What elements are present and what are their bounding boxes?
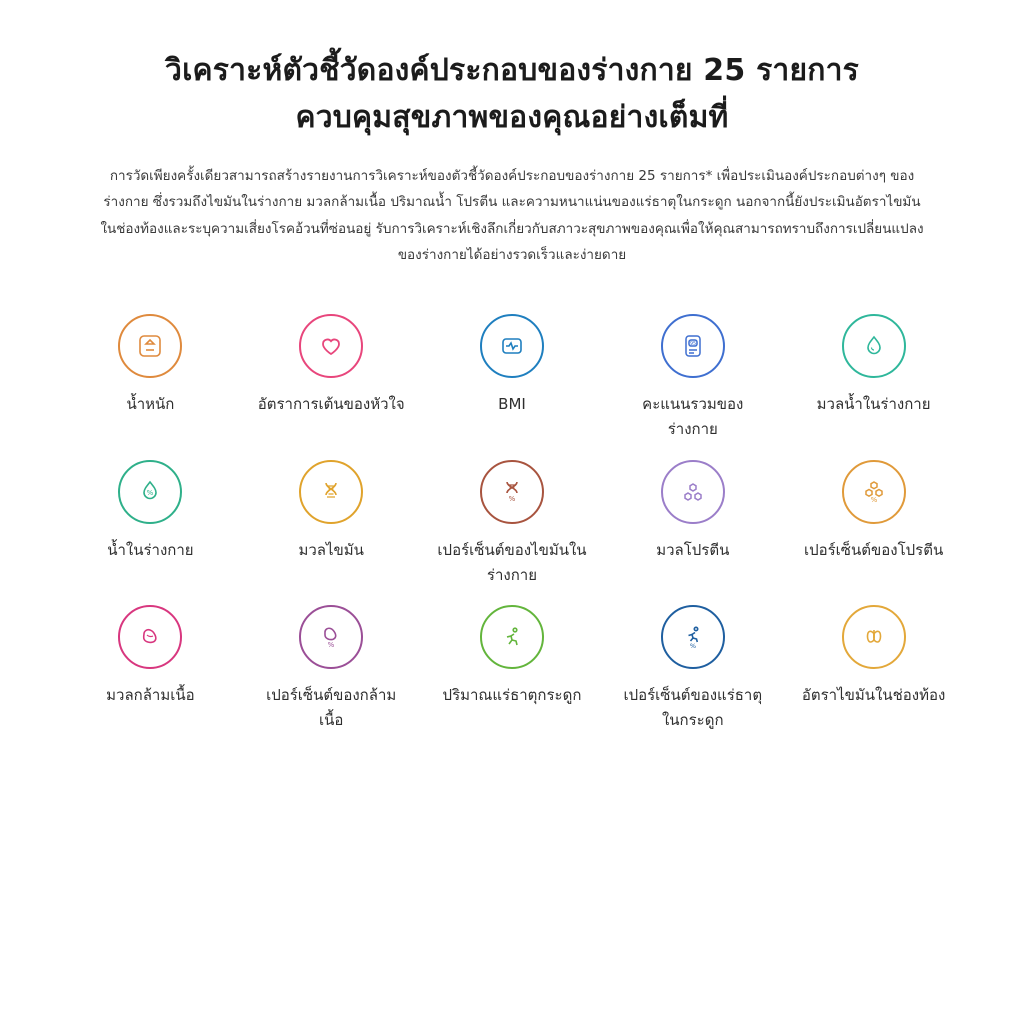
dna-icon: [316, 477, 346, 507]
muscle-icon: [135, 622, 165, 652]
intro-paragraph: การวัดเพียงครั้งเดียวสามารถสร้างรายงานการวิเคราะห์ของตัวชี้วัดองค์ประกอบของร่างกาย 25 รายการ* เพื่อประเมินองค์ประกอบต่างๆ ของร่างกาย ซึ่งรวมถึงไขมันในร่างกาย มวลกล้ามเนื้อ ปริมาณน้ำ โปรตีน และความหนาแน่นของแร่ธาตุในกระดูก นอกจากนี้ยังประเมินอัตราไขมันในช่องท้องและระบุความเสี่ยงโรคอ้วนที่ซ่อนอยู่ รับการวิเคราะห์เชิงลึกเกี่ยวกับสภาวะสุขภาพของคุณเพื่อให้คุณสามารถทราบถึงการเปลี่ยนแปลงของร่างกายได้อย่างรวดเร็วและง่ายดาย: [100, 168, 924, 263]
metric-icon-circle: [842, 314, 906, 378]
metric-item: [422, 460, 603, 588]
metric-icon-circle: [480, 314, 544, 378]
svg-text:%: %: [147, 488, 154, 497]
lungs-icon: [859, 622, 889, 652]
water-drop-icon: [859, 331, 889, 361]
metric-label: เปอร์เซ็นต์ของไขมันในร่างกาย: [437, 540, 587, 584]
metric-label: มวลไขมัน: [298, 540, 364, 559]
metric-item: [60, 314, 241, 442]
metric-icon-circle: [118, 314, 182, 378]
heart-icon: [316, 331, 346, 361]
headline-line-1: วิเคราะห์ตัวชี้วัดองค์ประกอบของร่างกาย 25 รายการ: [165, 53, 859, 88]
score-report-icon: [678, 331, 708, 361]
metric-icon-circle: [118, 460, 182, 524]
metric-icon-circle: [118, 605, 182, 669]
metric-icon-circle: [299, 460, 363, 524]
metric-label: BMI: [498, 395, 526, 414]
dna-percent-icon: [497, 477, 527, 507]
metric-icon-circle: [842, 460, 906, 524]
metric-label: เปอร์เซ็นต์ของโปรตีน: [803, 540, 944, 559]
metric-icon-circle: [299, 314, 363, 378]
metric-item: [241, 460, 422, 588]
scale-icon: [135, 331, 165, 361]
metric-icon-circle: [480, 460, 544, 524]
bone-runner-icon: [497, 622, 527, 652]
metric-label: อัตราไขมันในช่องท้อง: [801, 686, 946, 705]
metrics-grid: [0, 314, 1024, 733]
metric-item: [60, 460, 241, 588]
svg-text:%: %: [327, 641, 335, 650]
metric-label: น้ำหนัก: [126, 395, 175, 414]
metric-item: [422, 314, 603, 442]
muscle-percent-icon: [316, 622, 346, 652]
water-drop-percent-icon: [135, 477, 165, 507]
metric-item: [602, 314, 783, 442]
headline-line-2: ควบคุมสุขภาพของคุณอย่างเต็มที่: [295, 99, 729, 135]
metric-label: มวลกล้ามเนื้อ: [106, 686, 195, 705]
metric-label: มวลโปรตีน: [656, 540, 730, 559]
metric-item: [602, 605, 783, 733]
svg-text:%: %: [870, 495, 877, 504]
bone-runner-percent-icon: [678, 622, 708, 652]
metric-icon-circle: [842, 605, 906, 669]
metric-label: มวลน้ำในร่างกาย: [816, 395, 931, 414]
svg-text:95: 95: [689, 341, 696, 348]
protein-percent-icon: [859, 477, 889, 507]
metric-label: เปอร์เซ็นต์ของแร่ธาตุในกระดูก: [623, 686, 763, 729]
metric-icon-circle: [661, 460, 725, 524]
metric-item: [60, 605, 241, 733]
metric-item: [241, 605, 422, 733]
metric-item: [602, 460, 783, 588]
svg-text:%: %: [508, 494, 516, 503]
metric-item: [783, 605, 964, 733]
metric-label: เปอร์เซ็นต์ของกล้ามเนื้อ: [266, 686, 397, 729]
protein-icon: [678, 477, 708, 507]
page-title: [0, 0, 1024, 141]
metric-item: [783, 460, 964, 588]
svg-text:%: %: [689, 642, 696, 651]
metric-item: [422, 605, 603, 733]
metric-icon-circle: [661, 314, 725, 378]
metric-item: [783, 314, 964, 442]
metric-icon-circle: [299, 605, 363, 669]
bmi-monitor-icon: [497, 331, 527, 361]
metric-icon-circle: [661, 605, 725, 669]
metric-item: [241, 314, 422, 442]
metric-label: อัตราการเต้นของหัวใจ: [257, 395, 405, 414]
metric-label: น้ำในร่างกาย: [107, 540, 194, 559]
metric-icon-circle: [480, 605, 544, 669]
metric-label: คะแนนรวมของร่างกาย: [642, 395, 744, 438]
metric-label: ปริมาณแร่ธาตุกระดูก: [442, 686, 582, 705]
